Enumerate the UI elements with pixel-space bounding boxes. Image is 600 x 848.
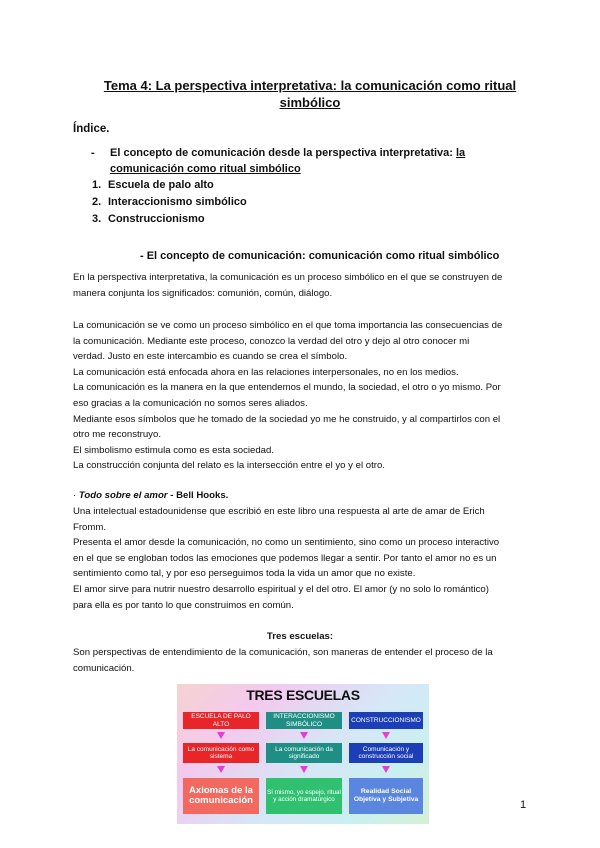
text-line: otro me reconstruyo. bbox=[73, 429, 161, 441]
title-line-2: simbólico bbox=[279, 95, 341, 110]
toc-list bbox=[92, 177, 247, 228]
concept-box-construccionismo: Comunicación y construcción social bbox=[349, 743, 423, 763]
toc-item-number: 2. bbox=[92, 196, 102, 208]
text-line: El simbolismo estimula como es esta sociedad. bbox=[73, 444, 275, 456]
concept-box-palo-alto: La comunicación como sistema bbox=[183, 743, 259, 763]
text-line: en el que se engloban todos las emociones que podemos llegar a sentir. Por tanto el amor no es un bbox=[73, 552, 497, 564]
text-line: la comunicación. Mediante este proceso, conozco la verdad del otro y dejo al otro conocer mi bbox=[73, 335, 470, 347]
text-line: La comunicación se ve como un proceso simbólico en el que toma importancia las consecuencias de bbox=[73, 320, 503, 331]
page-number: 1 bbox=[520, 799, 527, 811]
toc-item-label: Escuela de palo alto bbox=[108, 179, 214, 191]
paragraph-2 bbox=[73, 318, 531, 474]
text-line: Presenta el amor desde la comunicación, no como un sentimiento, sino como un proceso interactivo bbox=[73, 537, 500, 549]
concept-box-interaccionismo: La comunicación da significado bbox=[266, 743, 342, 763]
page-title bbox=[100, 77, 520, 111]
school-box-construccionismo: CONSTRUCCIONISMO bbox=[349, 712, 423, 729]
detail-box-interaccionismo: Sí mismo, yo espejo, ritual y acción dramatúrgico bbox=[266, 778, 342, 814]
text-line: Mediante esos símbolos que he tomado de la sociedad yo me he construido, y al compartirlos con el bbox=[73, 413, 501, 425]
index-heading: Índice. bbox=[73, 123, 110, 135]
down-arrow-icon bbox=[300, 766, 308, 773]
down-arrow-icon bbox=[300, 732, 308, 739]
toc-item-number: 3. bbox=[92, 213, 102, 225]
down-arrow-icon bbox=[382, 766, 390, 773]
paragraph-4 bbox=[73, 645, 531, 676]
toc-item bbox=[92, 211, 247, 228]
text-line: comunicación. bbox=[73, 662, 135, 674]
text-line: Son perspectivas de entendimiento de la comunicación, son maneras de entender el proceso de la bbox=[73, 647, 493, 658]
book-reference bbox=[73, 488, 531, 504]
toc-item-label: Interaccionismo simbólico bbox=[108, 196, 247, 208]
text-line: Una intelectual estadounidense que escribió en este libro una respuesta al arte de amar de Erich bbox=[73, 506, 485, 517]
toc-item bbox=[92, 177, 247, 194]
text-line: La comunicación está enfocada ahora en las relaciones interpersonales, no en los medios. bbox=[73, 366, 459, 378]
toc-item bbox=[92, 194, 247, 211]
toc-item-number: 1. bbox=[92, 179, 102, 191]
toc-item-label: Construccionismo bbox=[108, 213, 205, 225]
text-line: La comunicación es la manera en la que entendemos el mundo, la sociedad, el otro o yo mismo. Por bbox=[73, 382, 501, 394]
toc-dash: - bbox=[91, 147, 95, 159]
tres-escuelas-heading: Tres escuelas: bbox=[266, 631, 334, 642]
detail-box-palo-alto: Axiomas de la comunicación bbox=[183, 778, 259, 814]
text-line: El amor sirve para nutrir nuestro desarrollo espiritual y el del otro. El amor (y no solo lo romántico) bbox=[73, 583, 489, 595]
toc-main-prefix: El concepto de comunicación desde la perspectiva interpretativa: bbox=[110, 147, 456, 159]
tres-escuelas-infographic bbox=[177, 684, 429, 824]
detail-box-construccionismo: Realidad Social Objetiva y Subjetiva bbox=[349, 778, 423, 814]
down-arrow-icon bbox=[382, 732, 390, 739]
down-arrow-icon bbox=[217, 766, 225, 773]
book-author: - Bell Hooks. bbox=[167, 490, 229, 501]
text-line: verdad. Justo en este intercambio es cuando se crea el símbolo. bbox=[73, 351, 348, 363]
text-line: eso gracias a la comunicación no somos seres aliados. bbox=[73, 397, 308, 409]
title-line-1: Tema 4: La perspectiva interpretativa: la comunicación como ritual bbox=[103, 78, 517, 93]
toc-main-entry bbox=[110, 145, 530, 177]
text-line: para ella es por tanto lo que construimos en común. bbox=[73, 599, 294, 611]
text-line: sentimiento como tal, y por eso perseguimos toda la vida un amor que no existe. bbox=[73, 568, 416, 580]
school-box-interaccionismo: INTERACCIONISMO SIMBÓLICO bbox=[266, 712, 342, 729]
toc-main-underlined: la comunicación como ritual simbólico bbox=[110, 147, 466, 175]
book-bullet: · bbox=[73, 490, 79, 501]
infographic-title: TRES ESCUELAS bbox=[246, 687, 360, 703]
section-subheading: - El concepto de comunicación: comunicación como ritual simbólico bbox=[140, 250, 500, 262]
book-title: Todo sobre el amor bbox=[78, 490, 168, 501]
school-box-palo-alto: ESCUELA DE PALO ALTO bbox=[183, 712, 259, 729]
down-arrow-icon bbox=[217, 732, 225, 739]
paragraph-1: En la perspectiva interpretativa, la comunicación es un proceso simbólico en el que se construyen de manera conjunta los significados: comunión, común, diálogo. bbox=[73, 272, 503, 299]
text-line: La construcción conjunta del relato es la intersección entre el yo y el otro. bbox=[73, 460, 385, 472]
paragraph-3 bbox=[73, 504, 531, 613]
text-line: Fromm. bbox=[73, 521, 107, 533]
